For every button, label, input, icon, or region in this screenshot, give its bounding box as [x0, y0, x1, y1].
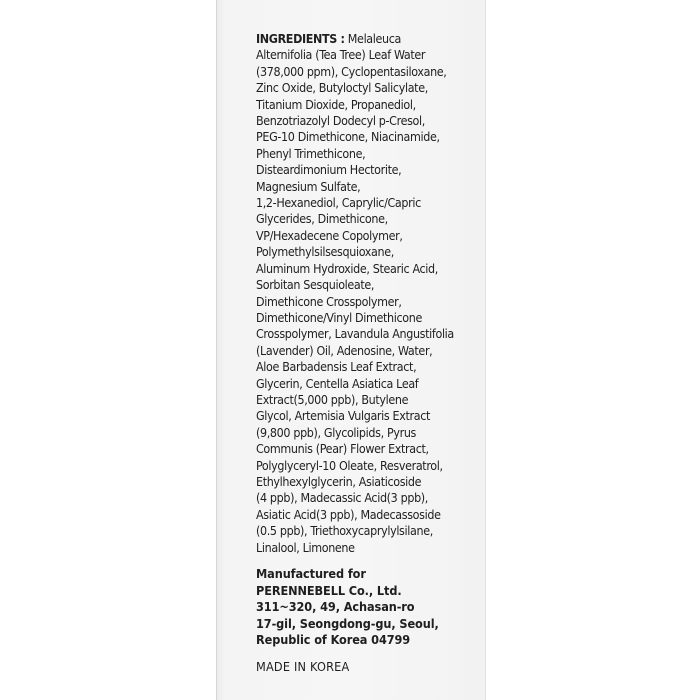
ingredients-line-text: Melaleuca	[344, 31, 402, 46]
ingredients-line: Communis (Pear) Flower Extract,	[256, 441, 429, 457]
ingredients-line: Glycerin, Centella Asiatica Leaf	[256, 375, 419, 391]
manufacturer-line: 311~320, 49, Achasan-ro	[256, 599, 415, 615]
ingredients-line: Benzotriazolyl Dodecyl p-Cresol,	[256, 113, 425, 129]
label-text-block	[256, 31, 496, 676]
ingredients-line: Linalool, Limonene	[256, 539, 355, 555]
ingredients-line: 1,2-Hexanediol, Caprylic/Capric	[256, 195, 421, 211]
ingredients-line: (4 ppb), Madecassic Acid(3 ppb),	[256, 490, 428, 506]
manufacturer-block	[256, 566, 496, 649]
ingredients-line: Dimethicone/Vinyl Dimethicone	[256, 309, 422, 325]
ingredients-line: Crosspolymer, Lavandula Angustifolia	[256, 326, 454, 342]
ingredients-line: Ethylhexylglycerin, Asiaticoside	[256, 473, 422, 489]
ingredients-line: Phenyl Trimethicone,	[256, 145, 366, 161]
ingredients-line: Aloe Barbadensis Leaf Extract,	[256, 359, 417, 375]
ingredients-line: Asiatic Acid(3 ppb), Madecassoside	[256, 506, 441, 522]
ingredients-line: Glycol, Artemisia Vulgaris Extract	[256, 408, 431, 424]
ingredients-line: (Lavender) Oil, Adenosine, Water,	[256, 342, 433, 358]
ingredients-heading: INGREDIENTS :	[256, 31, 345, 46]
ingredients-line: Titanium Dioxide, Propanediol,	[256, 96, 416, 112]
ingredients-line: (0.5 ppb), Triethoxycaprylylsilane,	[256, 523, 433, 539]
ingredients-line: Alternifolia (Tea Tree) Leaf Water	[256, 47, 426, 63]
ingredients-line: Extract(5,000 ppb), Butylene	[256, 391, 409, 407]
manufacturer-line: Manufactured for	[256, 566, 366, 581]
ingredients-line: PEG-10 Dimethicone, Niacinamide,	[256, 129, 440, 145]
manufacturer-line: Republic of Korea 04799	[256, 632, 411, 648]
ingredients-line: Magnesium Sulfate,	[256, 178, 361, 194]
ingredients-line: Polymethylsilsesquioxane,	[256, 244, 394, 260]
ingredients-line: Zinc Oxide, Butyloctyl Salicylate,	[256, 80, 428, 96]
ingredients-line: VP/Hexadecene Copolymer,	[256, 227, 403, 243]
origin-label: MADE IN KOREA	[256, 658, 350, 674]
ingredients-list	[256, 31, 496, 556]
ingredients-line: Dimethicone Crosspolymer,	[256, 293, 402, 309]
ingredients-line: Disteardimonium Hectorite,	[256, 162, 402, 178]
ingredients-line: Aluminum Hydroxide, Stearic Acid,	[256, 260, 438, 276]
manufacturer-line: PERENNEBELL Co., Ltd.	[256, 582, 402, 598]
ingredients-line: Sorbitan Sesquioleate,	[256, 277, 375, 293]
ingredients-line: (378,000 ppm), Cyclopentasiloxane,	[256, 63, 447, 79]
ingredients-line	[256, 31, 496, 47]
ingredients-line: Polyglyceryl-10 Oleate, Resveratrol,	[256, 457, 443, 473]
manufacturer-line: 17-gil, Seongdong-gu, Seoul,	[256, 615, 439, 631]
ingredients-line: (9,800 ppb), Glycolipids, Pyrus	[256, 424, 416, 440]
ingredients-line: Glycerides, Dimethicone,	[256, 211, 388, 227]
